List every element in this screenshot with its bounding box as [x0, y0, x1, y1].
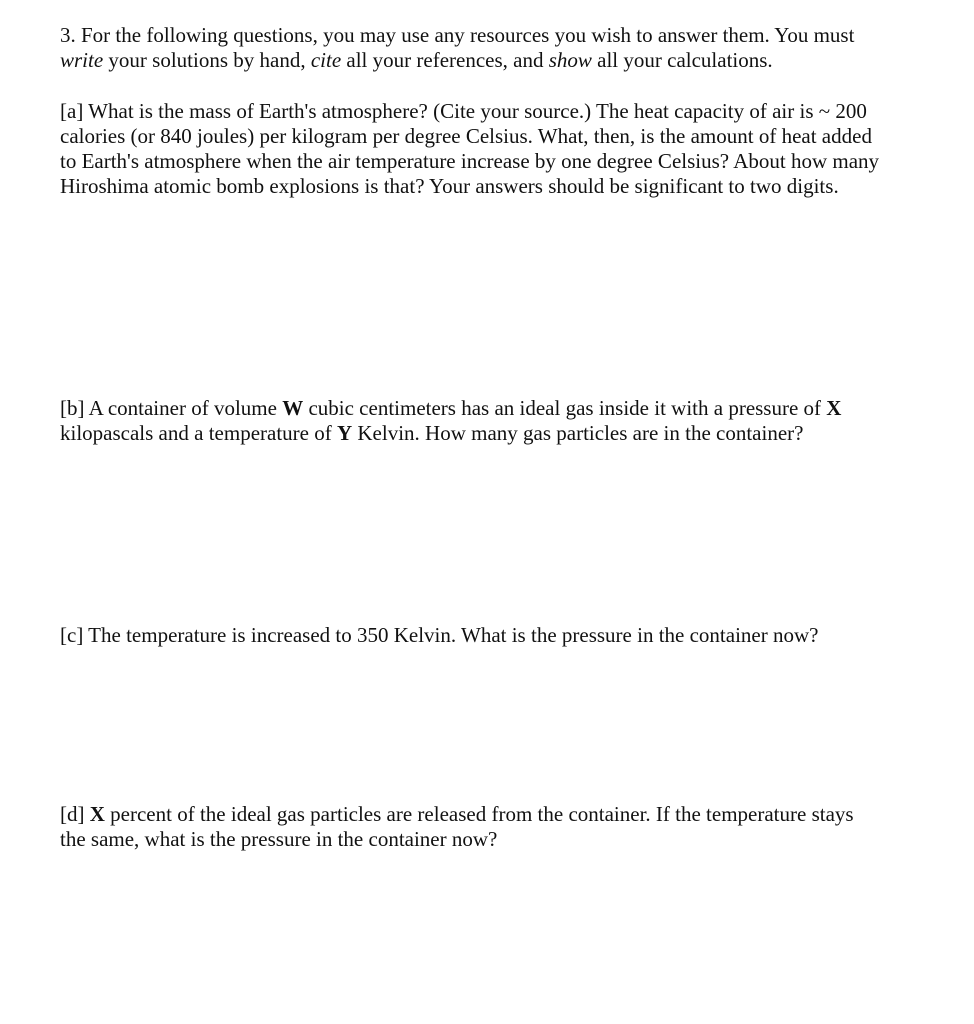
emphasis-show: show: [548, 48, 592, 72]
variable-y: Y: [336, 421, 353, 445]
question-b-text: [b] A container of volume: [60, 396, 283, 420]
question-c-line-1: [c] The temperature is increased to 350 Kelvin. What is the pressure in the container now?: [60, 623, 819, 647]
variable-w: W: [282, 396, 304, 420]
variable-x: X: [826, 396, 842, 420]
instructions-text: all your calculations.: [591, 48, 773, 72]
question-b-text: kilopascals and a temperature of: [60, 421, 337, 445]
question-b-text: Kelvin. How many gas particles are in the container?: [352, 421, 804, 445]
question-c: [60, 623, 940, 648]
emphasis-write: write: [60, 48, 104, 72]
variable-x: X: [89, 802, 105, 826]
instructions-text: all your references, and: [341, 48, 549, 72]
question-a: [60, 99, 940, 199]
emphasis-cite: cite: [310, 48, 342, 72]
question-a-line-4: Hiroshima atomic bomb explosions is that? Your answers should be significant to two digits.: [60, 174, 839, 198]
question-d-text: [d]: [60, 802, 90, 826]
question-d-text: percent of the ideal gas particles are released from the container. If the temperature stays: [104, 802, 854, 826]
instructions-line-1: 3. For the following questions, you may use any resources you wish to answer them. You must: [60, 23, 855, 47]
question-a-line-1: [a] What is the mass of Earth's atmosphere? (Cite your source.) The heat capacity of air is ~ 200: [60, 99, 867, 123]
question-d: [60, 802, 940, 852]
question-a-line-3: to Earth's atmosphere when the air temperature increase by one degree Celsius? About how many: [60, 149, 880, 173]
instructions-text: your solutions by hand,: [103, 48, 311, 72]
instructions-paragraph: [60, 23, 940, 73]
question-d-text: the same, what is the pressure in the container now?: [60, 827, 498, 851]
question-a-line-2: calories (or 840 joules) per kilogram per degree Celsius. What, then, is the amount of heat added: [60, 124, 872, 148]
question-b-text: cubic centimeters has an ideal gas inside it with a pressure of: [303, 396, 827, 420]
question-b: [60, 396, 940, 446]
